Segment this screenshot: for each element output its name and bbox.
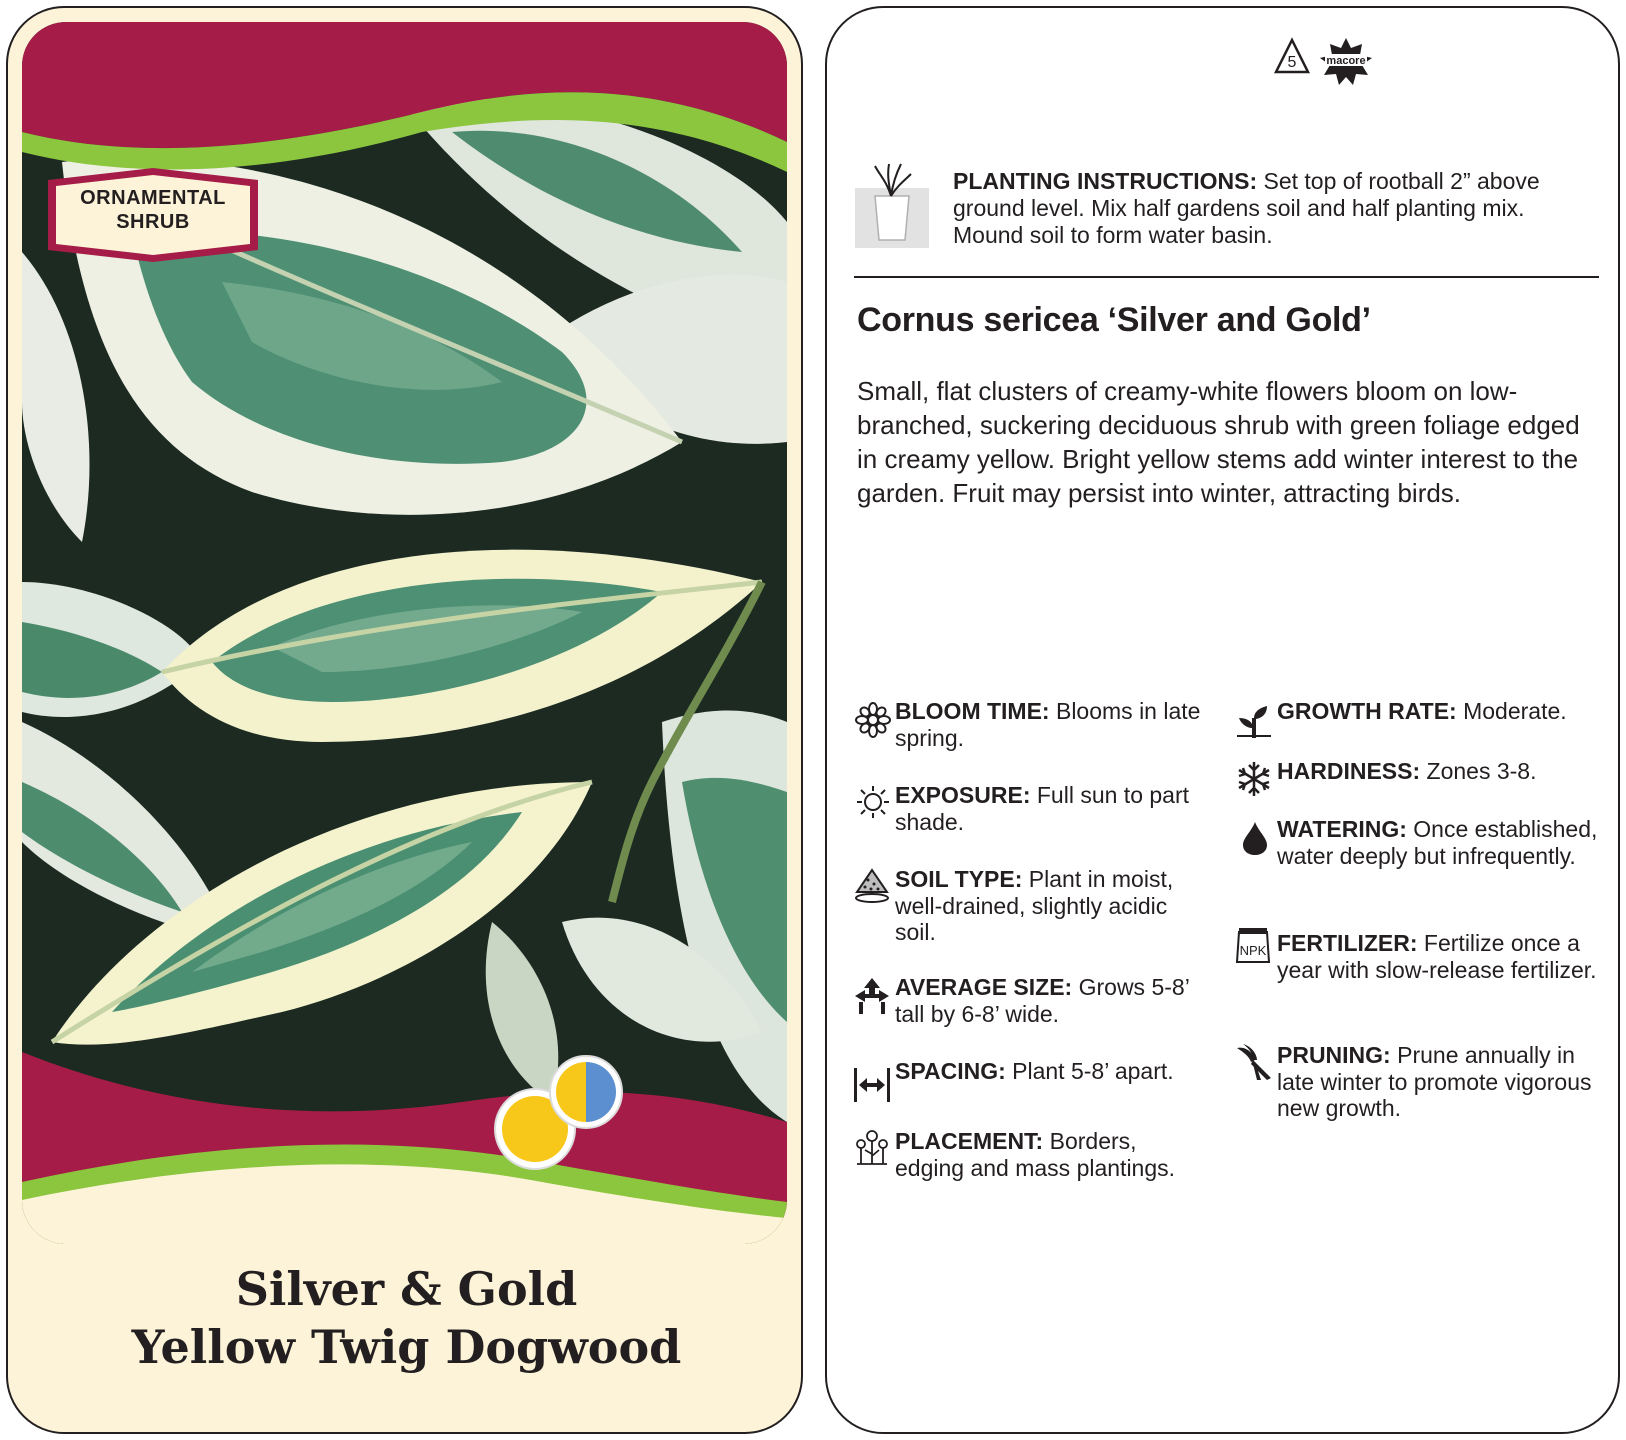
recycle-number: 5 [1287, 54, 1297, 71]
attr-soil-type [895, 866, 1205, 946]
planting-label: PLANTING INSTRUCTIONS: [953, 168, 1258, 194]
attr-pruning [1277, 1042, 1607, 1122]
attr-label: WATERING: [1277, 816, 1407, 842]
npk-icon [1233, 926, 1273, 966]
attr-label: SOIL TYPE: [895, 866, 1023, 892]
attr-text: Fertilize once a year with slow-release fertilizer. [1277, 930, 1597, 983]
recycle-icon [1272, 36, 1312, 85]
planting-text: Set top of rootball 2” above ground level. Mix half gardens soil and half planting mix. Mound soil to form water basin. [953, 168, 1540, 248]
attr-label: AVERAGE SIZE: [895, 974, 1073, 1000]
category-line-1: ORNAMENTAL [80, 187, 226, 209]
attr-label: SPACING: [895, 1058, 1006, 1084]
common-name-line-2: Yellow Twig Dogwood [131, 1320, 682, 1374]
plant-tag-front [6, 6, 803, 1434]
attr-label: PLACEMENT: [895, 1128, 1044, 1154]
attr-fertilizer [1277, 930, 1607, 983]
size-icon [853, 978, 891, 1014]
attr-label: BLOOM TIME: [895, 698, 1050, 724]
attr-text: Grows 5-8’ tall by 6-8’ wide. [895, 974, 1189, 1027]
attr-watering [1277, 816, 1607, 869]
category-line-2: SHRUB [116, 211, 190, 233]
attr-label: GROWTH RATE: [1277, 698, 1457, 724]
water-drop-icon [1241, 820, 1269, 856]
planting-pot-icon [853, 158, 931, 250]
botanical-name: Cornus sericea ‘Silver and Gold’ [857, 301, 1371, 339]
attr-bloom-time [895, 698, 1205, 751]
attr-text: Prune annually in late winter to promote vigorous new growth. [1277, 1042, 1592, 1121]
attr-text: Moderate. [1456, 698, 1567, 724]
placement-icon [853, 1128, 891, 1166]
flower-icon [855, 702, 891, 738]
attr-label: EXPOSURE: [895, 782, 1031, 808]
attr-text: Zones 3-8. [1420, 758, 1537, 784]
plant-description: Small, flat clusters of creamy-white flowers bloom on low-branched, suckering deciduous shrub with green foliage edged in creamy yellow. Bright yellow stems add winter interest to the garden. Fruit may persist into winter, attracting birds. [857, 376, 1580, 508]
attr-text: Full sun to part shade. [895, 782, 1190, 835]
attr-exposure [895, 782, 1205, 835]
part-shade-icon [548, 1054, 624, 1130]
attr-text: Borders, edging and mass plantings. [895, 1128, 1176, 1181]
pruners-icon [1235, 1042, 1273, 1082]
spacing-icon [853, 1066, 891, 1104]
brand-name: macore [1326, 55, 1366, 67]
brand-logo [1315, 36, 1377, 93]
snowflake-icon [1235, 760, 1273, 798]
attr-average-size [895, 974, 1205, 1027]
attr-text: Plant in moist, well-drained, slightly acidic soil. [895, 866, 1174, 945]
attr-spacing [895, 1058, 1205, 1085]
category-label [38, 186, 268, 234]
planting-instructions [953, 168, 1593, 249]
attr-text: Once established, water deeply but infrequently. [1277, 816, 1598, 869]
attr-placement [895, 1128, 1205, 1181]
attr-hardiness [1277, 758, 1607, 785]
common-name-line-1: Silver & Gold [235, 1262, 578, 1316]
attr-label: FERTILIZER: [1277, 930, 1418, 956]
attr-growth-rate [1277, 698, 1607, 725]
divider [854, 276, 1599, 278]
attr-label: HARDINESS: [1277, 758, 1421, 784]
attr-text: Plant 5-8’ apart. [1005, 1058, 1174, 1084]
common-name [8, 1260, 803, 1376]
attr-label: PRUNING: [1277, 1042, 1391, 1068]
plant-tag-back [825, 6, 1620, 1434]
npk-label: NPK [1239, 943, 1267, 958]
soil-icon [853, 866, 891, 906]
attr-text: Blooms in late spring. [895, 698, 1201, 751]
sun-icon [855, 784, 891, 820]
sprout-icon [1235, 702, 1273, 738]
